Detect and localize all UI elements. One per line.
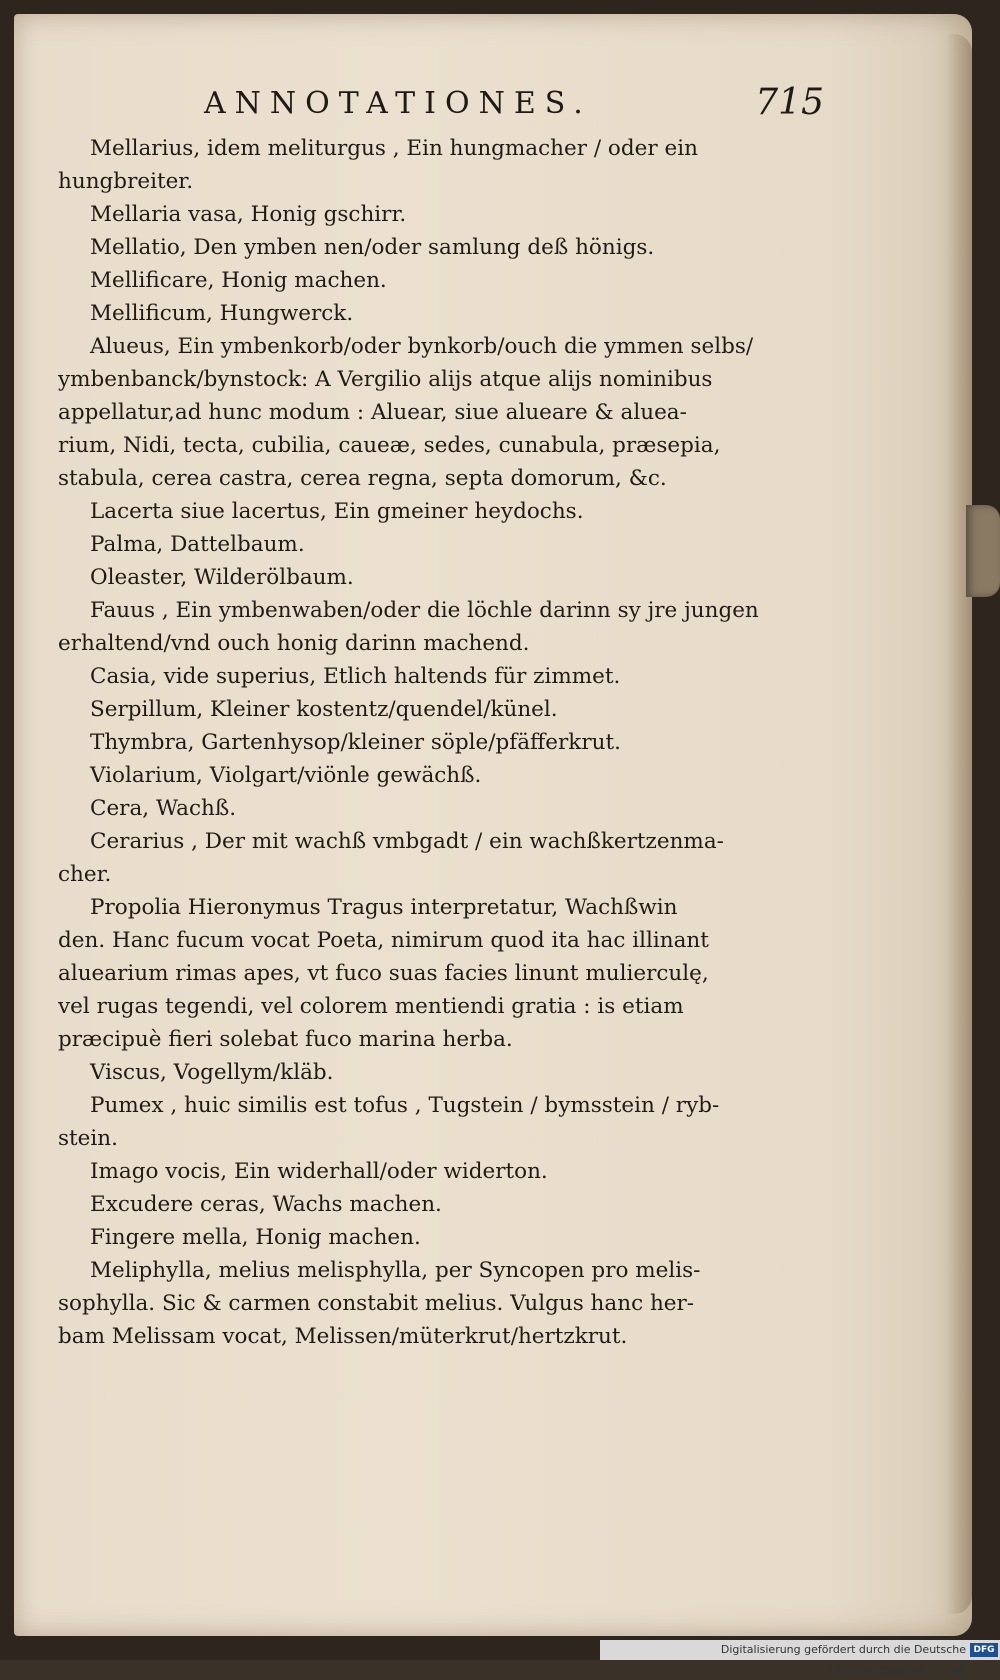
text-line: Serpillum, Kleiner kostentz/quendel/künel. [90, 697, 558, 722]
text-line: Oleaster, Wilderölbaum. [90, 565, 354, 590]
text-line: cher. [58, 862, 112, 887]
text-line: stein. [58, 1126, 118, 1151]
text-line: bam Melissam vocat, Melissen/müterkrut/hertzkrut. [58, 1324, 628, 1349]
text-line: aluearium rimas apes, vt fuco suas facies linunt mulierculę, [58, 961, 709, 986]
text-block [58, 132, 808, 1353]
text-line: rium, Nidi, tecta, cubilia, caueæ, sedes, cunabula, præsepia, [58, 433, 721, 458]
page-header [204, 82, 824, 130]
running-head: ANNOTATIONES. [204, 86, 592, 121]
text-line: Thymbra, Gartenhysop/kleiner söple/pfäfferkrut. [90, 730, 621, 755]
text-line: præcipuè fieri solebat fuco marina herba. [58, 1027, 513, 1052]
dfg-logo: DFG [970, 1643, 998, 1657]
text-line: Imago vocis, Ein widerhall/oder widerton. [90, 1159, 548, 1184]
text-line: Meliphylla, melius melisphylla, per Syncopen pro melis- [90, 1258, 701, 1283]
text-line: Excudere ceras, Wachs machen. [90, 1192, 442, 1217]
book-page [14, 14, 972, 1636]
page-edge-shadow [946, 34, 972, 1614]
text-line: appellatur,ad hunc modum : Aluear, siue alueare & aluea- [58, 400, 687, 425]
text-line: Mellificare, Honig machen. [90, 268, 387, 293]
text-line: sophylla. Sic & carmen constabit melius. Vulgus hanc her- [58, 1291, 695, 1316]
funding-note: Digitalisierung gefördert durch die Deutsche Forschungsgemeinschaft [720, 1643, 966, 1676]
text-line: Fauus , Ein ymbenwaben/oder die löchle darinn sy jre jungen [90, 598, 759, 623]
text-line: erhaltend/vnd ouch honig darinn machend. [58, 631, 530, 656]
page-number: 715 [755, 82, 824, 123]
text-line: den. Hanc fucum vocat Poeta, nimirum quod ita hac illinant [58, 928, 709, 953]
text-line: Violarium, Violgart/viönle gewächß. [90, 763, 482, 788]
text-line: ymbenbanck/bynstock: A Vergilio alijs atque alijs nominibus [58, 367, 713, 392]
text-line: stabula, cerea castra, cerea regna, septa domorum, &c. [58, 466, 667, 491]
text-line: Fingere mella, Honig machen. [90, 1225, 421, 1250]
text-line: Cera, Wachß. [90, 796, 237, 821]
text-line: Mellificum, Hungwerck. [90, 301, 354, 326]
text-line: Viscus, Vogellym/kläb. [90, 1060, 334, 1085]
text-line: vel rugas tegendi, vel colorem mentiendi gratia : is etiam [58, 994, 684, 1019]
text-line: Cerarius , Der mit wachß vmbgadt / ein wachßkertzenma- [90, 829, 724, 854]
text-line: Alueus, Ein ymbenkorb/oder bynkorb/ouch die ymmen selbs/ [90, 334, 754, 359]
text-line: Pumex , huic similis est tofus , Tugstein / bymsstein / ryb- [90, 1093, 720, 1118]
text-line: Palma, Dattelbaum. [90, 532, 305, 557]
footer-banner [600, 1640, 1000, 1676]
text-line: hungbreiter. [58, 169, 194, 194]
text-line: Propolia Hieronymus Tragus interpretatur, Wachßwin [90, 895, 678, 920]
text-line: Mellarius, idem meliturgus , Ein hungmacher / oder ein [90, 136, 698, 161]
text-line: Mellaria vasa, Honig gschirr. [90, 202, 407, 227]
text-line: Lacerta siue lacertus, Ein gmeiner heydochs. [90, 499, 584, 524]
text-line: Mellatio, Den ymben nen/oder samlung deß hönigs. [90, 235, 655, 260]
text-line: Casia, vide superius, Etlich haltends für zimmet. [90, 664, 621, 689]
bookmark-tab [966, 505, 1000, 597]
